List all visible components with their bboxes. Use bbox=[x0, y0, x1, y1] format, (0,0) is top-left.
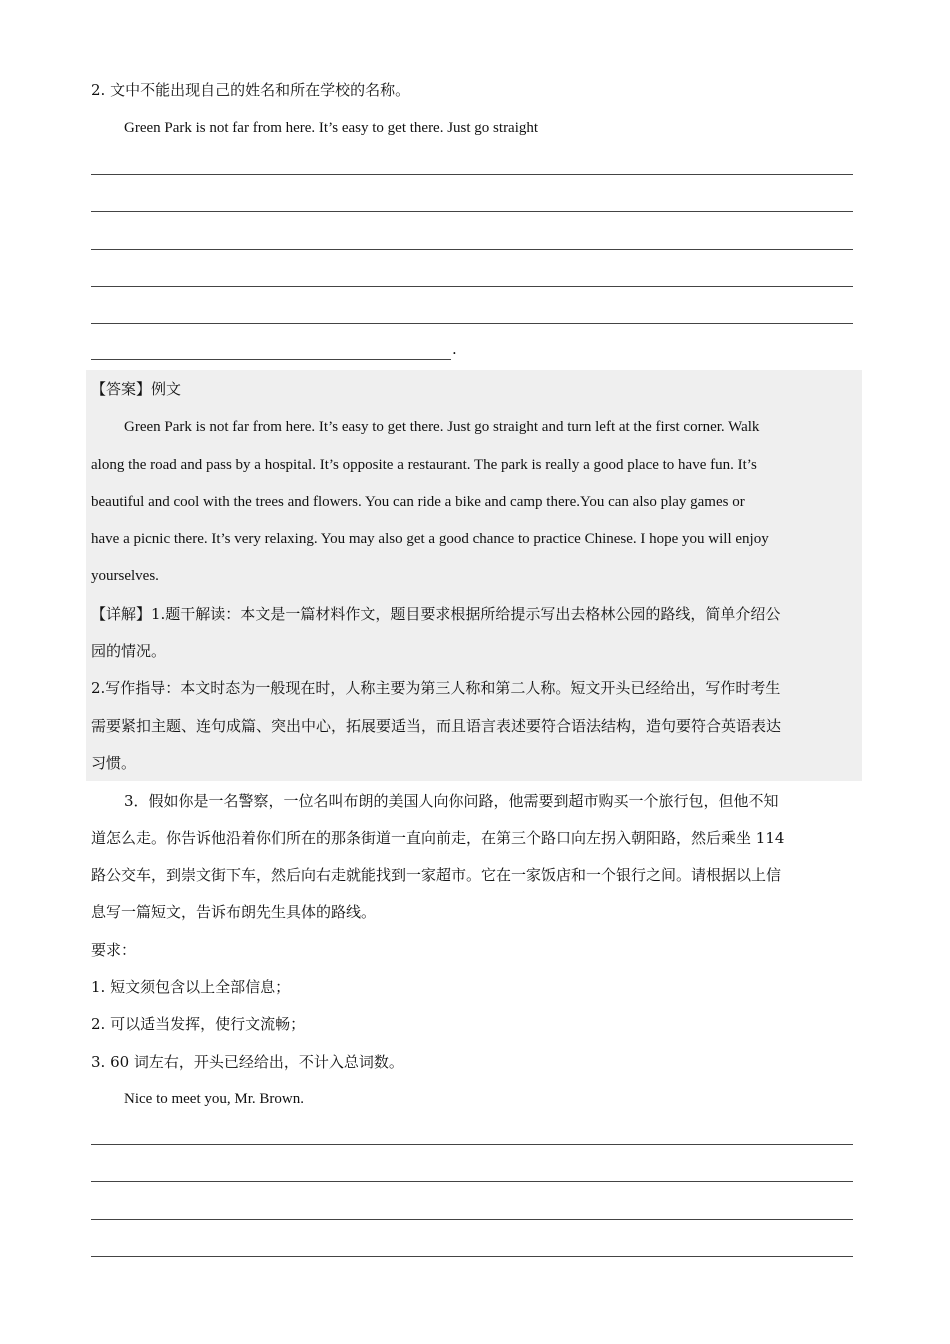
answer-line[interactable] bbox=[91, 1219, 853, 1220]
writing-prompt-start: Green Park is not far from here. It’s easy to get there. Just go straight bbox=[124, 120, 539, 136]
answer-line[interactable] bbox=[91, 211, 853, 212]
detail-line: 【详解】1.题干解读：本文是一篇材料作文，题目要求根据所给提示写出去格林公园的路线，简单介绍公 bbox=[91, 605, 781, 623]
requirement-item: 3. 60 词左右，开头已经给出，不计入总词数。 bbox=[91, 1053, 404, 1071]
answer-line-period: . bbox=[452, 340, 457, 358]
detail-line: 2.写作指导：本文时态为一般现在时，人称主要为第三人称和第二人称。短文开头已经给出，写作时考生 bbox=[91, 679, 781, 697]
sample-essay-line: Green Park is not far from here. It’s easy to get there. Just go straight and turn left at the first corner. Walk bbox=[124, 419, 760, 435]
answer-line[interactable] bbox=[91, 1144, 853, 1145]
sample-essay-line: have a picnic there. It’s very relaxing. You may also get a good chance to practice Chinese. I hope you will enjoy bbox=[91, 531, 769, 547]
answer-line[interactable] bbox=[91, 1181, 853, 1182]
sample-essay-line: along the road and pass by a hospital. It’s opposite a restaurant. The park is really a good place to have fun. It’s bbox=[91, 457, 757, 473]
detail-line: 需要紧扣主题、连句成篇、突出中心，拓展要适当，而且语言表述要符合语法结构，造句要符合英语表达 bbox=[91, 717, 782, 735]
requirement-item: 2. 可以适当发挥，使行文流畅； bbox=[91, 1015, 306, 1033]
detail-line: 园的情况。 bbox=[91, 642, 167, 660]
requirement-item: 1. 短文须包含以上全部信息； bbox=[91, 978, 291, 996]
question-3-line: 3．假如你是一名警察，一位名叫布朗的美国人向你问路，他需要到超市购买一个旅行包，但他不知 bbox=[124, 792, 779, 810]
answer-line[interactable] bbox=[91, 1256, 853, 1257]
sample-essay-line: beautiful and cool with the trees and flowers. You can ride a bike and camp there.You can also play games or bbox=[91, 494, 745, 510]
question-3-line: 路公交车，到崇文街下车，然后向右走就能找到一家超市。它在一家饭店和一个银行之间。请根据以上信 bbox=[91, 866, 782, 884]
requirements-title: 要求： bbox=[91, 941, 137, 959]
question-3-line: 道怎么走。你告诉他沿着你们所在的那条街道一直向前走，在第三个路口向左拐入朝阳路，然后乘坐 114 bbox=[91, 829, 785, 847]
answer-line[interactable] bbox=[91, 286, 853, 287]
question-3-line: 息写一篇短文，告诉布朗先生具体的路线。 bbox=[91, 903, 377, 921]
answer-line[interactable] bbox=[91, 323, 853, 324]
answer-line-final[interactable] bbox=[91, 359, 451, 360]
detail-line: 习惯。 bbox=[91, 754, 137, 772]
answer-line[interactable] bbox=[91, 249, 853, 250]
question-3-prompt-start: Nice to meet you, Mr. Brown. bbox=[124, 1091, 304, 1107]
answer-label: 【答案】例文 bbox=[91, 380, 182, 398]
requirement-2: 2. 文中不能出现自己的姓名和所在学校的名称。 bbox=[91, 81, 411, 99]
answer-line[interactable] bbox=[91, 174, 853, 175]
sample-essay-line: yourselves. bbox=[91, 568, 159, 584]
